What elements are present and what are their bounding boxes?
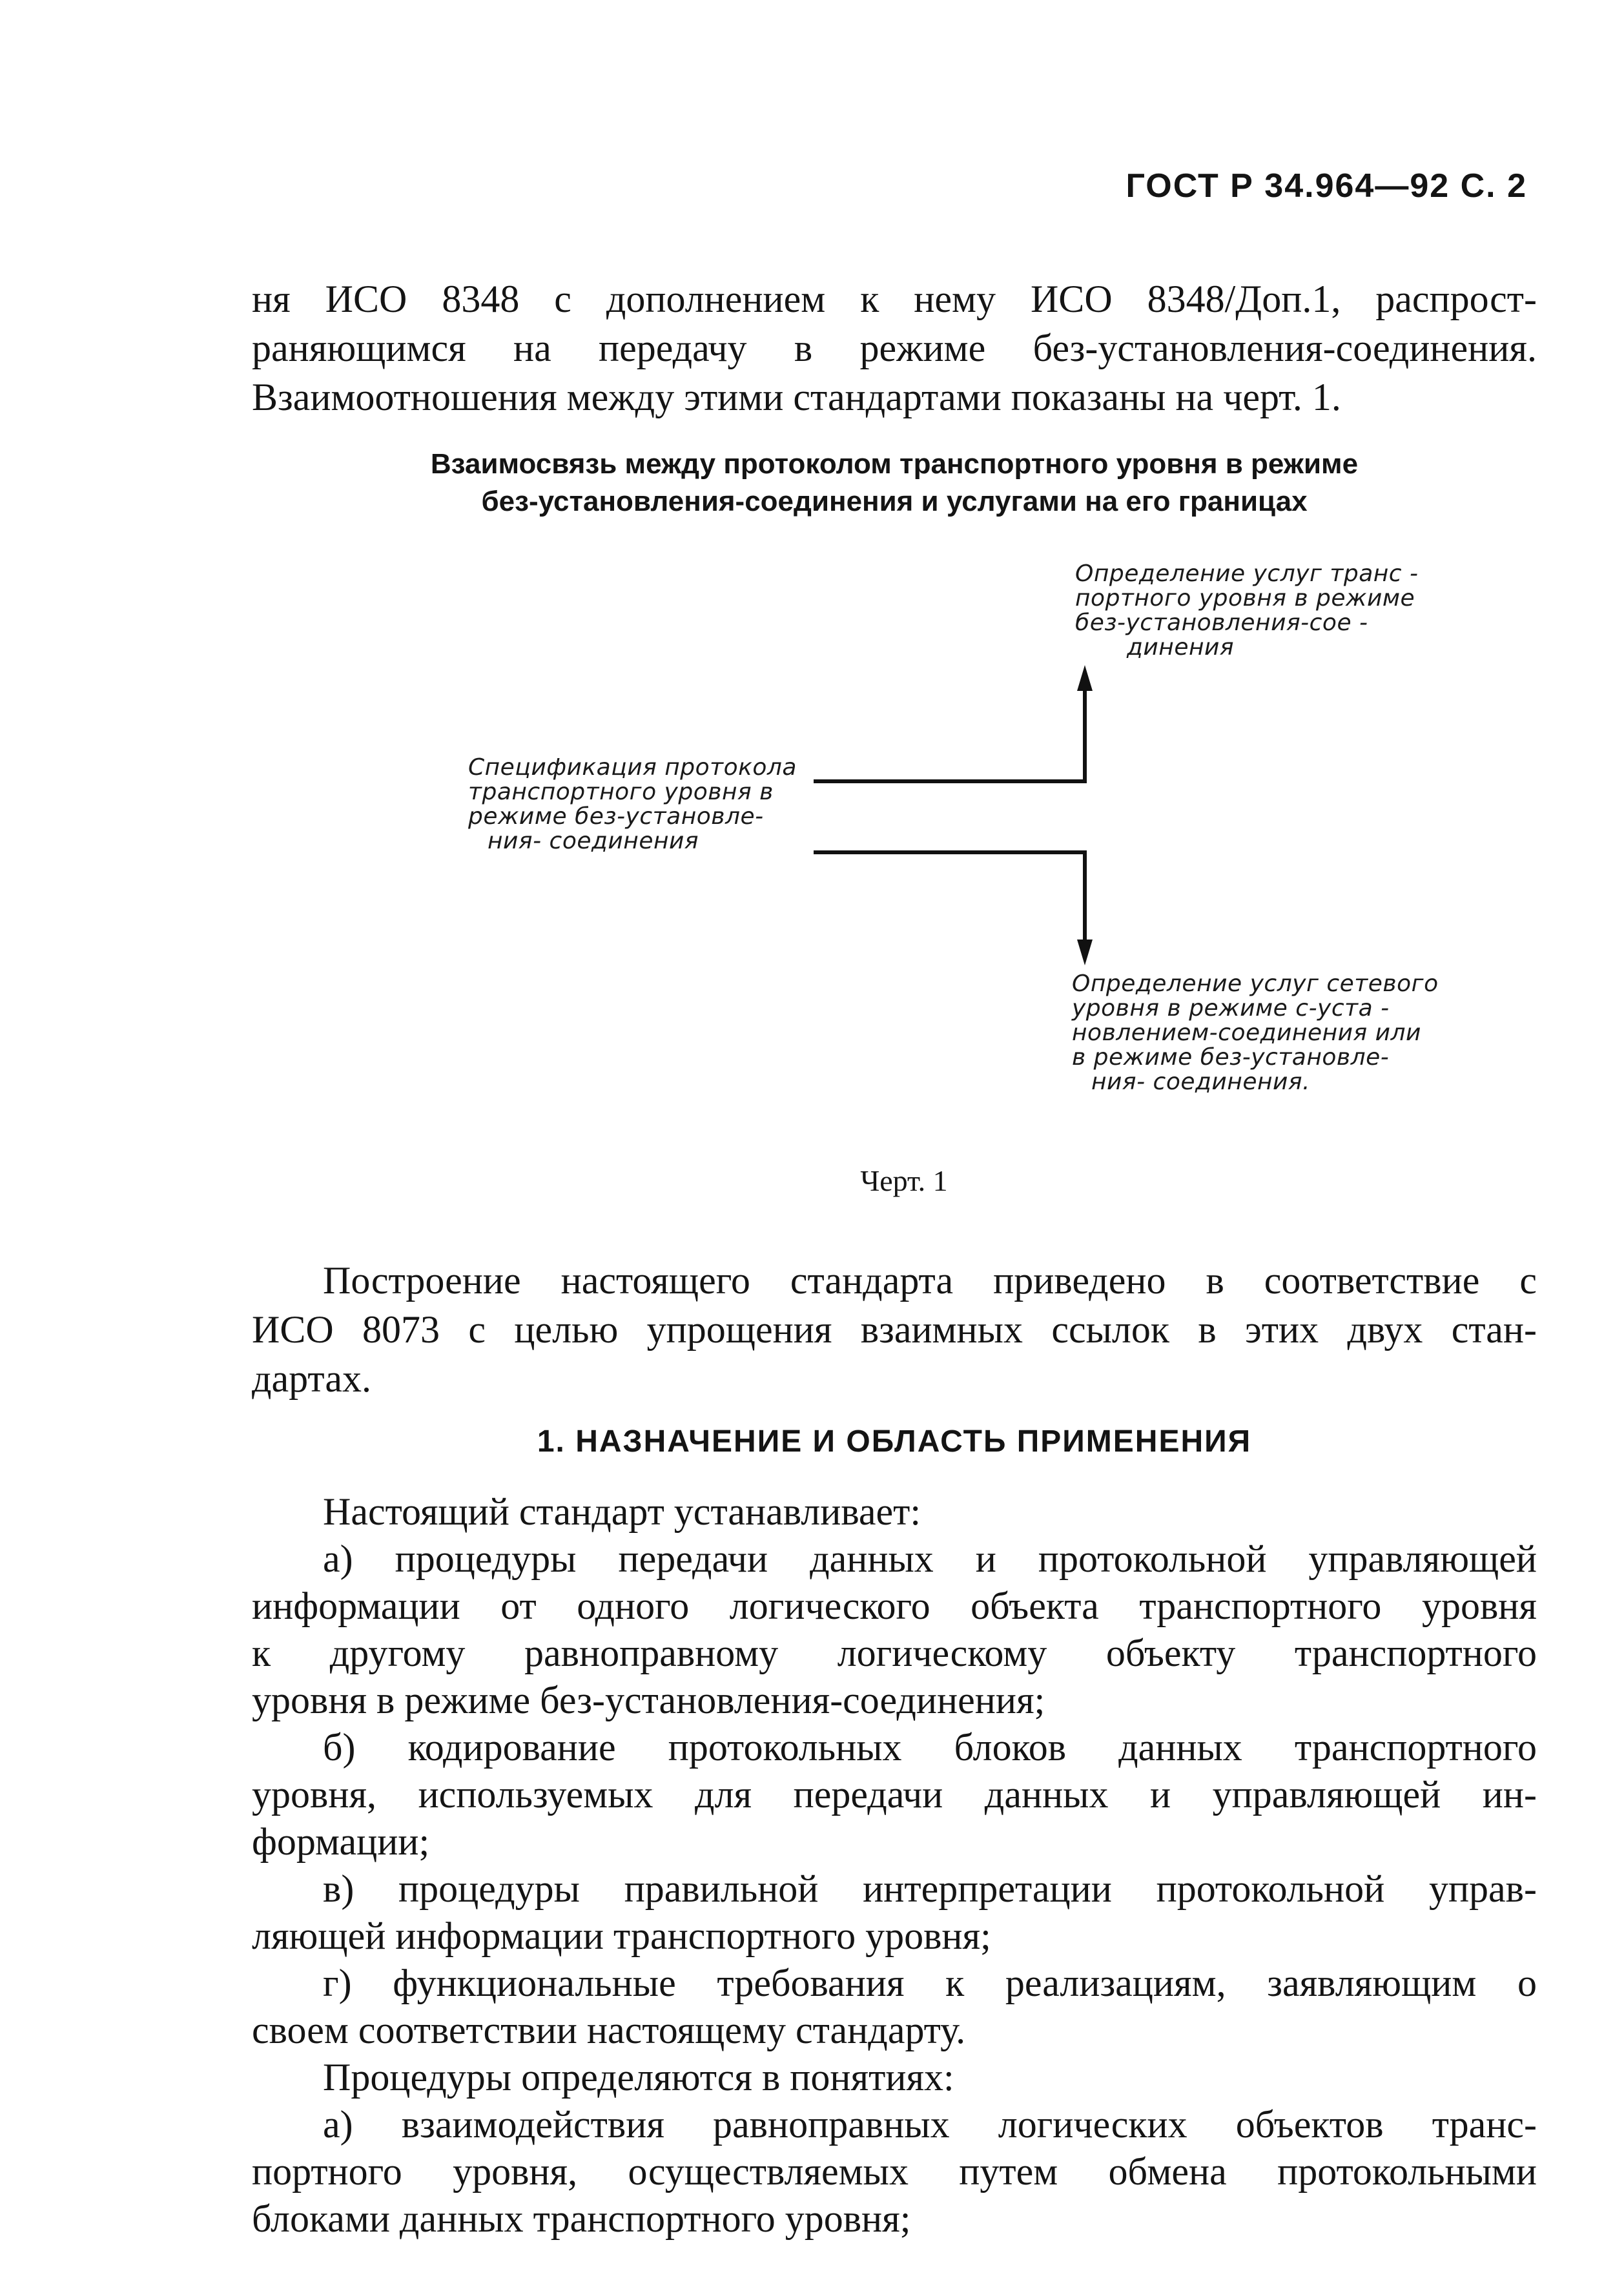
label-line: Определение услуг транс -	[1075, 560, 1419, 587]
figure-title	[252, 446, 1537, 520]
text-line: Процедуры определяются в понятиях:	[323, 2056, 954, 2099]
label-protocol-specification	[468, 755, 797, 854]
text-line: информации от одного логического объекта транспортного уровня	[252, 1585, 1537, 1627]
label-line: транспортного уровня в	[468, 779, 774, 805]
intro-paragraph	[252, 274, 1537, 422]
text-line: к другому равноправному логическому объекту транспортного	[252, 1632, 1537, 1674]
label-line: ния- соединения.	[1091, 1069, 1310, 1095]
label-line: режиме без-установле-	[468, 803, 764, 830]
label-line: динения	[1127, 634, 1235, 661]
section-heading: 1. НАЗНАЧЕНИЕ И ОБЛАСТЬ ПРИМЕНЕНИЯ	[537, 1424, 1252, 1459]
text-line: Построение настоящего стандарта приведено в соответствие с	[323, 1259, 1537, 1302]
figure-title-line: Взаимосвязь между протоколом транспортного уровня в режиме	[430, 448, 1359, 480]
list-item-v: в) процедуры правильной интерпретации протокольной управ-	[323, 1867, 1537, 1910]
list-item-g: г) функциональные требования к реализациям, заявляющим о	[323, 1962, 1537, 2004]
text-line: раняющимся на передачу в режиме без-установления-соединения.	[252, 327, 1537, 369]
text-line: дартах.	[252, 1357, 371, 1400]
label-line: Определение услуг сетевого	[1072, 971, 1439, 997]
list-item-b: б) кодирование протокольных блоков данных транспортного	[323, 1726, 1537, 1769]
figure-caption: Черт. 1	[860, 1164, 948, 1197]
label-line: Спецификация протокола	[468, 754, 797, 781]
text-line: ляющей информации транспортного уровня;	[252, 1915, 991, 1957]
label-line: в режиме без-установле-	[1072, 1044, 1390, 1071]
list-item-a: а) процедуры передачи данных и протокольной управляющей	[323, 1537, 1537, 1580]
paragraph-standard-structure	[252, 1256, 1537, 1403]
connector-to-network-service	[814, 852, 1085, 943]
label-transport-service-definition	[1075, 562, 1419, 660]
arrow-down-icon	[1077, 940, 1093, 965]
text-line: уровня, используемых для передачи данных и управляющей ин-	[252, 1773, 1537, 1816]
page-header-doc-ref: ГОСТ Р 34.964—92 С. 2	[1125, 167, 1527, 205]
text-line: ИСО 8073 с целью упрощения взаимных ссылок в этих двух стан-	[252, 1308, 1537, 1351]
arrow-up-icon	[1077, 665, 1093, 691]
label-line: ния- соединения	[488, 828, 699, 854]
connector-to-transport-service	[814, 684, 1085, 781]
label-line: без-установления-сое -	[1075, 610, 1368, 636]
text-line: уровня в режиме без-установления-соединения;	[252, 1679, 1045, 1721]
label-network-service-definition	[1072, 972, 1439, 1094]
text-line: блоками данных транспортного уровня;	[252, 2197, 911, 2240]
text-line: своем соответствии настоящему стандарту.	[252, 2009, 966, 2051]
text-line: Настоящий стандарт устанавливает:	[323, 1490, 921, 1533]
figure-title-line: без-установления-соединения и услугами на его границах	[481, 486, 1308, 517]
list-item-a2: а) взаимодействия равноправных логических объектов транс-	[323, 2103, 1537, 2146]
label-line: портного уровня в режиме	[1075, 585, 1415, 611]
text-line: ня ИСО 8348 с дополнением к нему ИСО 8348/Доп.1, распрост-	[252, 278, 1537, 320]
section-body	[252, 1488, 1537, 2243]
text-line: портного уровня, осуществляемых путем обмена протокольными	[252, 2150, 1537, 2193]
label-line: новлением-соединения или	[1072, 1020, 1421, 1046]
text-line: Взаимоотношения между этими стандартами показаны на черт. 1.	[252, 376, 1341, 418]
text-line: формации;	[252, 1820, 430, 1863]
label-line: уровня в режиме с-уста -	[1072, 995, 1390, 1022]
